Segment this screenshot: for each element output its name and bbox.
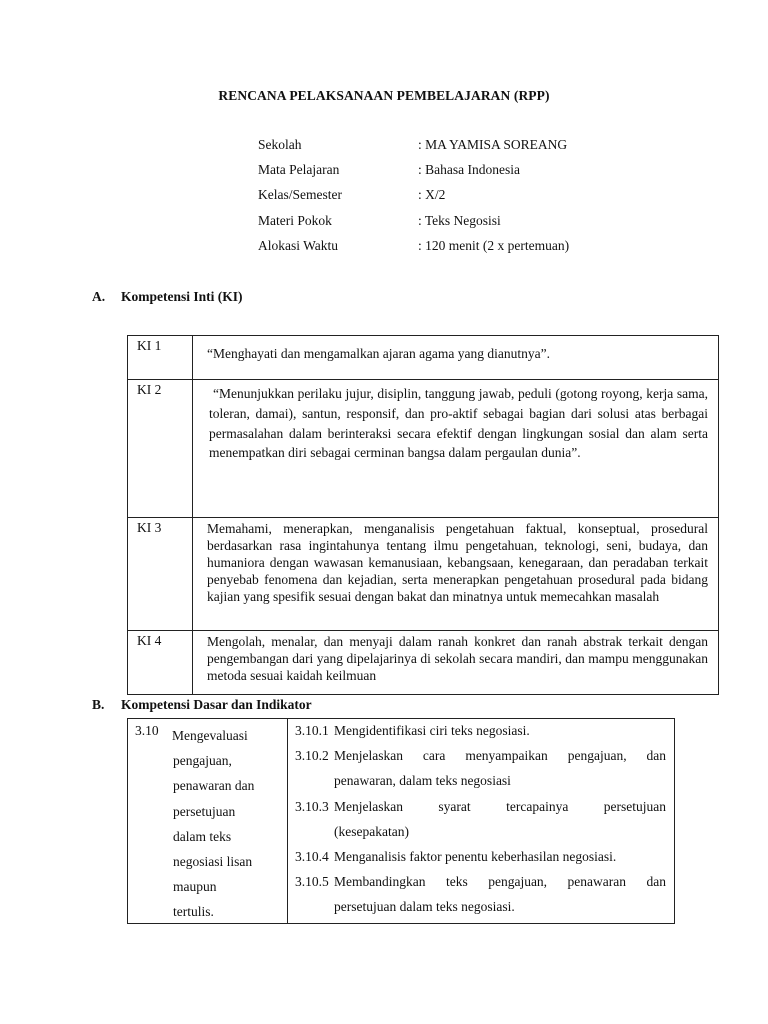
indicator-text: (kesepakatan) [334, 823, 409, 839]
indicator-number: 3.10.5 [295, 874, 329, 890]
kd-code: 3.10 [135, 723, 159, 738]
info-label: Mata Pelajaran [258, 162, 340, 178]
indicator-number: 3.10.2 [295, 748, 329, 764]
section-title: Kompetensi Dasar dan Indikator [121, 697, 312, 712]
indicator-text: persetujuan dalam teks negosiasi. [334, 899, 515, 915]
kd-line: penawaran dan [173, 778, 255, 794]
table-row [128, 518, 719, 631]
indicator-text: Menjelaskan cara menyampaikan pengajuan, dan [334, 748, 666, 764]
info-value: : MA YAMISA SOREANG [418, 137, 568, 152]
ki-cell [193, 380, 719, 518]
indicator-number: 3.10.3 [295, 798, 329, 814]
info-label: Sekolah [258, 137, 302, 152]
indicator-number: 3.10.4 [295, 848, 329, 864]
info-label: Materi Pokok [258, 212, 332, 228]
indicator-text: penawaran, dalam teks negosiasi [334, 773, 511, 789]
info-value: : 120 menit (2 x pertemuan) [418, 237, 570, 253]
ki-text: “Menghayati dan mengamalkan ajaran agama yang dianutnya”. [207, 346, 550, 361]
info-value: : X/2 [418, 187, 446, 203]
ki-cell [193, 336, 719, 380]
indicator-text: Menjelaskan syarat tercapainya persetujuan [334, 798, 666, 814]
section-title: Kompetensi Inti (KI) [121, 289, 243, 304]
ki-cell [193, 631, 719, 695]
ki-text: Mengolah, menalar, dan menyaji dalam ranah konkret dan ranah abstrak terkait dengan pengembangan dari yang dipelajarinya di sekolah secara mandiri, dan mampu menggunakan metoda sesuai kaidah keilmuan [207, 634, 708, 683]
ki-text: Memahami, menerapkan, menganalisis pengetahuan faktual, konseptual, prosedural berdasarkan rasa ingintahunya tentang ilmu pengetahuan, teknologi, seni, budaya, dan humaniora dengan wawasan kemanusiaan, kebangsaan, kenegaraan, dan peradaban terkait penyebab fenomena dan kejadian, serta menerapkan pengetahuan prosedural pada bidang kajian yang spesifik sesuai dengan bakat dan minatnya untuk memecahkan masalah [207, 521, 708, 604]
kd-line: tertulis. [173, 904, 214, 920]
indicator-cell [288, 719, 674, 923]
indicator-row [288, 845, 674, 870]
document-title: RENCANA PELAKSANAAN PEMBELAJARAN (RPP) [218, 88, 550, 103]
ki-text: “Menunjukkan perilaku jujur, disiplin, tanggung jawab, peduli (gotong royong, kerja sama, toleran, damai), santun, responsif, dan pro-aktif sebagai bagian dari solusi atas berbagai permasalahan dalam berinteraksi secara efektif dengan lingkungan sosial dan alam serta menempatkan diri sebagai cerminan bangsa dalam pergaulan dunia”. [209, 386, 708, 461]
indicator-row [288, 719, 674, 744]
indicator-continuation [288, 820, 674, 845]
kd-table [127, 718, 675, 924]
kd-line: dalam teks [173, 828, 232, 844]
ki-cell [193, 518, 719, 631]
table-row [128, 336, 719, 380]
indicator-text: Membandingkan teks pengajuan, penawaran dan [334, 874, 666, 890]
indicator-row [288, 795, 674, 820]
ki-code: KI 4 [128, 631, 193, 695]
indicator-row [288, 744, 674, 769]
ki-code: KI 2 [128, 380, 193, 518]
info-label: Alokasi Waktu [258, 237, 339, 253]
section-letter: A. [92, 289, 106, 304]
table-row [128, 631, 719, 695]
info-label: Kelas/Semester [258, 187, 342, 203]
indicator-text: Menganalisis faktor penentu keberhasilan negosiasi. [334, 848, 617, 864]
kd-line: pengajuan, [173, 753, 232, 769]
kd-line: negosiasi lisan [173, 854, 253, 870]
kd-cell [128, 719, 288, 923]
kd-description [173, 723, 254, 925]
indicator-text: Mengidentifikasi ciri teks negosiasi. [334, 723, 530, 738]
indicator-row [288, 870, 674, 895]
section-a-heading [92, 289, 243, 305]
info-value: : Bahasa Indonesia [418, 162, 520, 178]
section-b-heading [92, 697, 312, 713]
indicator-number: 3.10.1 [295, 723, 329, 738]
ki-code: KI 1 [128, 336, 193, 380]
ki-table [127, 335, 719, 695]
table-row [128, 380, 719, 518]
indicator-continuation [288, 769, 674, 794]
kd-line: maupun [173, 879, 217, 895]
kd-line: Mengevaluasi [172, 728, 248, 743]
kd-line: persetujuan [173, 803, 236, 819]
info-value: : Teks Negosisi [418, 212, 501, 228]
indicator-continuation [288, 895, 674, 920]
section-letter: B. [92, 697, 105, 712]
ki-code: KI 3 [128, 518, 193, 631]
